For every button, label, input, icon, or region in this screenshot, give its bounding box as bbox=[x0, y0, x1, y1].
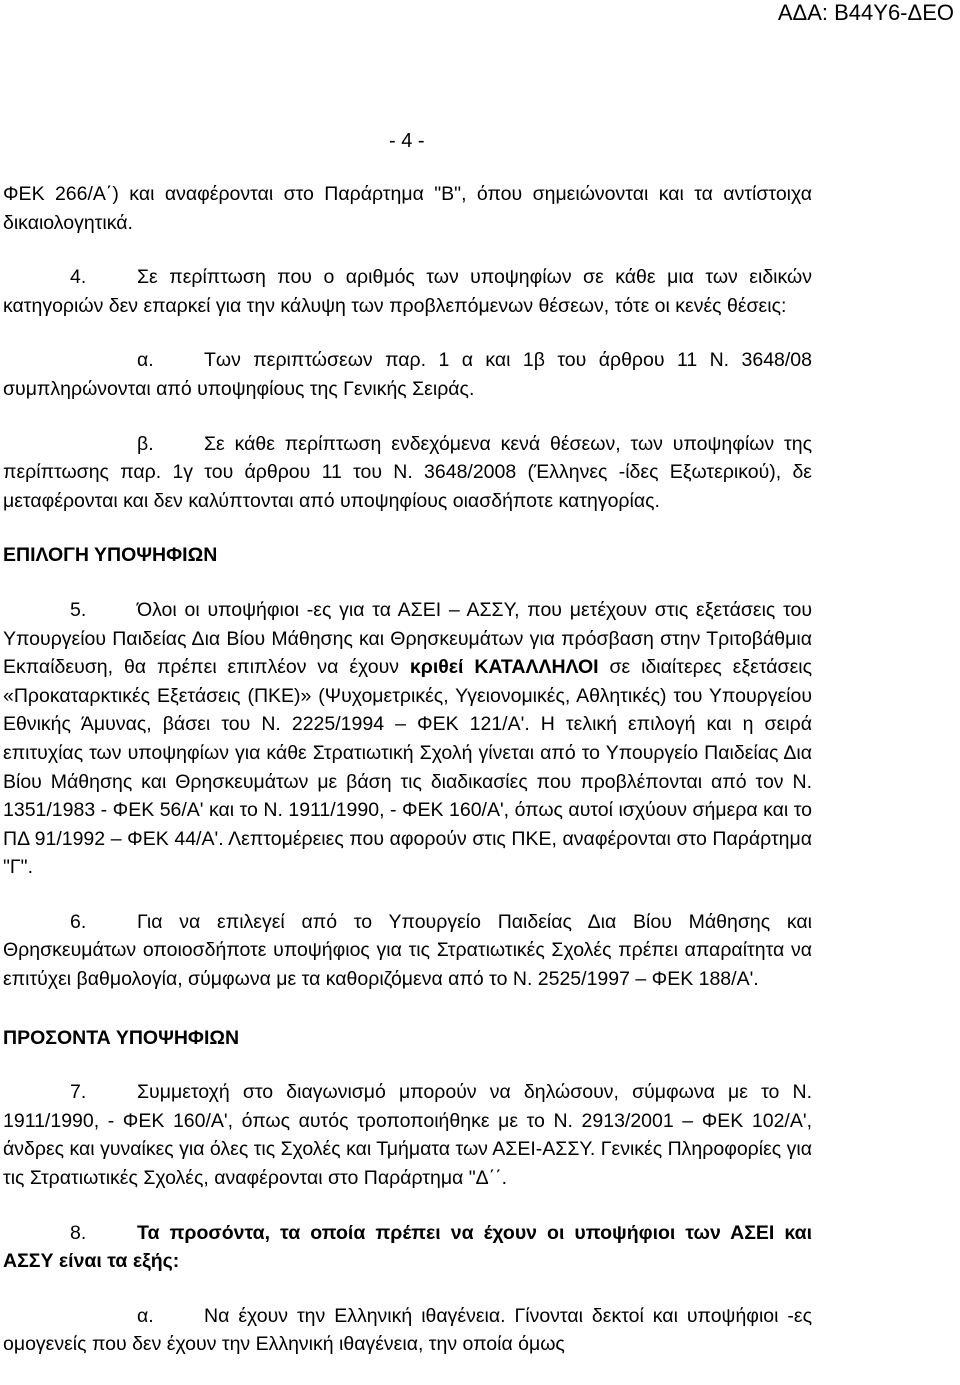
paragraph-6-text: Για να επιλεγεί από το Υπουργείο Παιδείας Δια Βίου Μάθησης και Θρησκευμάτων οποιοσδήποτε υποψήφιος για τις Στρατιωτικές Σχολές πρέπει απαραίτητα να επιτύχει βαθμολογία, σύμφωνα με τα καθοριζόμενα από το Ν. 2525/1997 – ΦΕΚ 188/Α'. bbox=[3, 910, 812, 991]
paragraph-7-number: 7. bbox=[70, 1081, 87, 1104]
paragraph-5-text-a: Όλοι οι υποψήφιοι -ες για τα ΑΣΕΙ – ΑΣΣΥ, που μετέχουν στις εξετάσεις του Υπουργείου Παιδείας Δια Βίου Μάθησης και Θρησκευμάτων για πρόσβαση στην Τριτοβάθμια Εκπαίδευση, θα πρέπει επιπλέον να έχουν bbox=[3, 598, 812, 679]
paragraph-6 bbox=[3, 908, 812, 994]
page-number: - 4 - bbox=[389, 130, 425, 152]
ada-code: ΑΔΑ: Β44Υ6-ΔΕΟ bbox=[777, 0, 954, 25]
paragraph-4-text: Σε περίπτωση που ο αριθμός των υποψηφίων σε κάθε μια των ειδικών κατηγοριών δεν επαρκεί για την κάλυψη των προβλεπόμενων θέσεων, τότε οι κενές θέσεις: bbox=[3, 266, 812, 317]
paragraph-8-text: Τα προσόντα, τα οποία πρέπει να έχουν οι υποψήφιοι των ΑΣΕΙ και ΑΣΣΥ είναι τα εξής: bbox=[3, 1221, 812, 1273]
heading-candidate-selection: ΕΠΙΛΟΓΗ ΥΠΟΨΗΦΙΩΝ bbox=[3, 544, 218, 567]
document-body bbox=[3, 180, 812, 1359]
paragraph-7 bbox=[3, 1078, 812, 1192]
paragraph-5-text-b: σε ιδιαίτερες εξετάσεις «Προκαταρκτικές Εξετάσεις (ΠΚΕ)» (Ψυχομετρικές, Υγειονομικές, Αθλητικές) του Υπουργείου Εθνικής Άμυνας, βάσει του Ν. 2225/1994 – ΦΕΚ 121/Α'. Η τελική επιλογή και η σειρά επιτυχίας των υποψηφίων για κάθε Στρατιωτική Σχολή γίνεται από το Υπουργείο Παιδείας Δια Βίου Μάθησης και Θρησκευμάτων με βάση τις διαδικασίες που προβλέπονται από τον Ν. 1351/1983 - ΦΕΚ 56/Α' και το Ν. 1911/1990, - ΦΕΚ 160/Α', όπως αυτοί ισχύουν σήμερα και το ΠΔ 91/1992 – ΦΕΚ 44/Α'. Λεπτομέρειες που αφορούν στις ΠΚΕ, αναφέρονται στο Παράρτημα "Γ". bbox=[3, 656, 812, 879]
paragraph-8a bbox=[3, 1302, 812, 1359]
paragraph-8a-number: α. bbox=[137, 1304, 154, 1327]
paragraph-4b-number: β. bbox=[137, 432, 154, 455]
paragraph-5 bbox=[3, 596, 812, 882]
paragraph-8a-text: Να έχουν την Ελληνική ιθαγένεια. Γίνονται δεκτοί και υποψήφιοι -ες ομογενείς που δεν έχουν την Ελληνική ιθαγένεια, την οποία όμως bbox=[3, 1304, 812, 1356]
paragraph-7-text: Συμμετοχή στο διαγωνισμό μπορούν να δηλώσουν, σύμφωνα με το Ν. 1911/1990, - ΦΕΚ 160/Α', όπως αυτός τροποποιήθηκε με το Ν. 2913/2001 – ΦΕΚ 102/Α', άνδρες και γυναίκες για όλες τις Σχολές και Τμήματα των ΑΣΕΙ-ΑΣΣΥ. Γενικές Πληροφορίες για τις Στρατιωτικές Σχολές, αναφέρονται στο Παράρτημα "Δ΄΄. bbox=[3, 1081, 812, 1190]
heading-candidate-qualifications: ΠΡΟΣΟΝΤΑ ΥΠΟΨΗΦΙΩΝ bbox=[3, 1026, 240, 1049]
paragraph-intro: ΦΕΚ 266/Α΄) και αναφέρονται στο Παράρτημα "Β", όπου σημειώνονται και τα αντίστοιχα δικαιολογητικά. bbox=[3, 183, 812, 234]
paragraph-4 bbox=[3, 263, 812, 320]
paragraph-5-number: 5. bbox=[70, 598, 87, 621]
paragraph-4b-text: Σε κάθε περίπτωση ενδεχόμενα κενά θέσεων, των υποψηφίων της περίπτωσης παρ. 1γ του άρθρου 11 του Ν. 3648/2008 (Έλληνες -ίδες Εξωτερικού), δε μεταφέρονται και δεν καλύπτονται από υποψηφίους οιασδήποτε κατηγορίας. bbox=[3, 432, 812, 512]
paragraph-4-number: 4. bbox=[70, 266, 87, 289]
paragraph-4a bbox=[3, 346, 812, 403]
paragraph-4a-number: α. bbox=[137, 349, 154, 372]
paragraph-4a-text: Των περιπτώσεων παρ. 1 α και 1β του άρθρου 11 Ν. 3648/08 συμπληρώνονται από υποψηφίους της Γενικής Σειράς. bbox=[3, 349, 812, 400]
paragraph-8 bbox=[3, 1219, 812, 1276]
paragraph-8-number: 8. bbox=[70, 1221, 87, 1244]
paragraph-6-number: 6. bbox=[70, 910, 87, 933]
paragraph-5-bold: κριθεί ΚΑΤΑΛΛΗΛΟΙ bbox=[409, 656, 599, 679]
paragraph-4b bbox=[3, 430, 812, 516]
